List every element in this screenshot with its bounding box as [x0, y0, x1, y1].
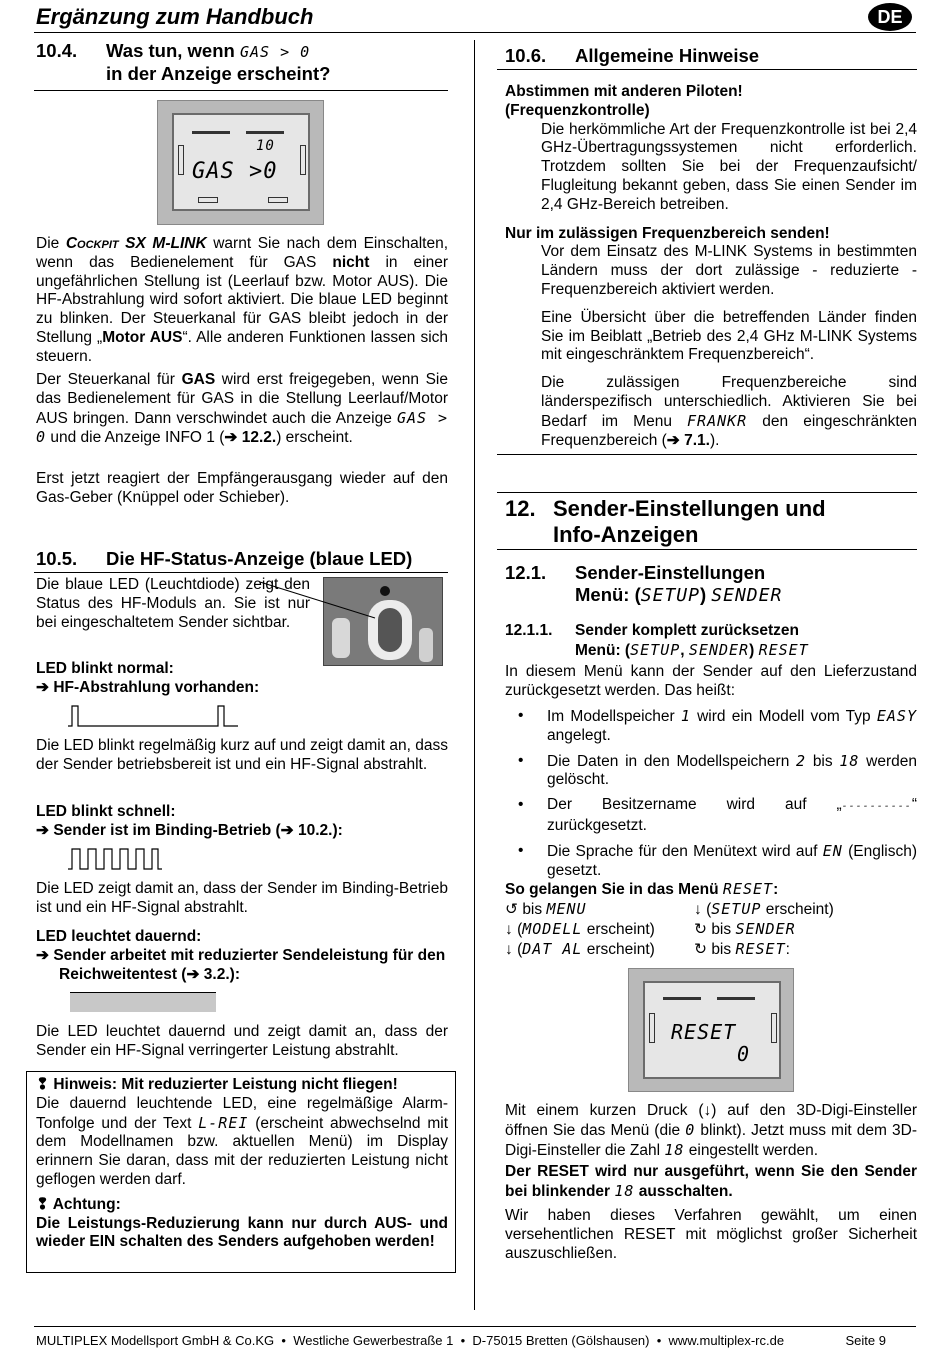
page-footer: MULTIPLEX Modellsport GmbH & Co.KG • Westliche Gewerbestraße 1 • D-75015 Bretten (Gölshausen) • www.multiplex-rc.de Seite 9 — [36, 1333, 886, 1348]
list-item: • Der Besitzername wird auf „----------“ zurückgesetzt. — [505, 796, 917, 836]
paragraph: In diesem Menü kann der Sender auf den Lieferzustand zurückgesetzt werden. Das heißt: — [505, 663, 917, 699]
warning-icon: ❢ — [36, 1195, 49, 1213]
callout-line — [250, 580, 380, 620]
paragraph: Wir haben dieses Verfahren gewählt, um einen versehentlichen RESET mit möglichst großer Sicherheit auszuschließen. — [505, 1207, 917, 1262]
led-normal-heading: LED blinkt normal: ➔ HF-Abstrahlung vorhanden: — [36, 660, 260, 696]
section-10-6-heading: 10.6. Allgemeine Hinweise — [505, 45, 760, 66]
language-badge: DE — [868, 3, 912, 31]
paragraph: Die LED blinkt regelmäßig kurz auf und zeigt damit an, dass der Sender betriebsbereit ist und ein HF-Signal abstrahlt. — [36, 737, 448, 773]
paragraph: Erst jetzt reagiert der Empfängerausgang wieder auf den Gas-Geber (Knüppel oder Schieber). — [36, 470, 448, 506]
waveform-steady — [70, 992, 216, 1012]
section-12-1-1-heading: 12.1.1. Sender komplett zurücksetzen Menü: (SETUP, SENDER) RESET — [505, 622, 809, 659]
nav-heading: So gelangen Sie in das Menü RESET: — [505, 880, 779, 898]
section-rule — [497, 454, 917, 455]
chapter-rule — [497, 549, 917, 550]
section-10-6-body: Abstimmen mit anderen Piloten! (Frequenzkontrolle) Die herkömmliche Art der Frequenzkontrolle ist bei 2,4 GHz-Übertragungssystemen nicht erforderlich. Trotzdem sollten Sie bei der Frequenzaufsicht/ Flugleitung bekannt geben, dass Sie einen Sender im 2,4 GHz-Bereich betreiben. Nur im zulässigen Frequenzbereich senden! Vor dem Einsatz des M-LINK Systems in bestimmten Ländern muss der dort zulässige - reduzierte - Frequenzbereich aktiviert werden. Eine Übersicht über die betreffenden Länder finden Sie im Beiblatt „Betrieb des 2,4 GHz M-LINK Systems mit eingeschränktem Frequenzbereich“. Die zulässigen Frequenzbereiche sind länderspezifisch unterschiedlich. Aktivieren Sie bei Bedarf im Menu FRANKR den eingeschränkten Frequenzbereich (➔ 7.1.). — [505, 83, 917, 449]
nav-steps-col2: ↓ (SETUP erscheint) ↻ bis SENDER ↻ bis RESET: — [694, 900, 834, 958]
list-item: • Die Sprache für den Menütext wird auf EN (Englisch) gesetzt. — [505, 842, 917, 881]
footer-rule — [34, 1326, 916, 1327]
section-12-1-heading: 12.1. Sender-Einstellungen Menü: (SETUP) SENDER — [505, 562, 783, 606]
lcd-display-photo-reset: RESET 0 — [628, 968, 794, 1092]
section-10-5-heading: 10.5. Die HF-Status-Anzeige (blaue LED) — [36, 548, 413, 569]
warning-icon: ❢ — [36, 1076, 49, 1093]
section-10-4-heading: 10.4. Was tun, wenn GAS > 0 in der Anzeige erscheint? — [36, 40, 331, 84]
chapter-12-heading: 12. Sender-Einstellungen und Info-Anzeigen — [505, 496, 826, 547]
led-fast-heading: LED blinkt schnell: ➔ Sender ist im Binding-Betrieb (➔ 10.2.): — [36, 803, 343, 839]
paragraph: Die LED zeigt damit an, dass der Sender im Binding-Betrieb ist und ein HF-Signal abstrahlt. — [36, 880, 448, 916]
section-rule — [497, 69, 917, 70]
header-rule — [34, 32, 916, 33]
column-divider — [474, 40, 475, 1310]
page-header-title: Ergänzung zum Handbuch — [36, 4, 314, 29]
paragraph: Mit einem kurzen Druck (↓) auf den 3D-Digi-Einsteller öffnen Sie das Menü (die 0 blinkt). Jetzt muss mit dem 3D-Digi-Einsteller die Zahl 18 eingestellt werden. — [505, 1102, 917, 1159]
chapter-rule — [497, 492, 917, 493]
nav-steps-col1: ↺ bis MENU ↓ (MODELL erscheint) ↓ (DAT AL erscheint) — [505, 900, 655, 958]
lcd-text: GAS > 0 — [239, 43, 311, 61]
list-item: • Die Daten in den Modellspeichern 2 bis 18 werden gelöscht. — [505, 752, 917, 791]
page-number: Seite 9 — [845, 1333, 886, 1348]
waveform-fast — [68, 847, 164, 871]
list-item: • Im Modellspeicher 1 wird ein Modell vom Typ EASY angelegt. — [505, 707, 917, 746]
paragraph: Die blaue LED (Leuchtdiode) zeigt den Status des HF-Moduls an. Sie ist nur bei eingeschaltetem Sender sichtbar. — [36, 576, 310, 631]
waveform-normal — [68, 704, 240, 728]
section-rule — [34, 90, 448, 91]
notice-content: ❢ Hinweis: Mit reduzierter Leistung nicht fliegen! Die dauernd leuchtende LED, eine regelmäßige Alarm-Tonfolge und der Text L-REI (erscheint abwechselnd mit dem Modellnamen bzw. aktuellen Menü) im Display erinnern Sie daran, dass mit der reduzierten Leistung nicht geflogen werden darf. ❢ Achtung: Die Leistungs-Reduzierung kann nur durch AUS- und wieder EIN schalten des Senders aufgehoben werden! — [36, 1076, 449, 1251]
lcd-display-photo-gas: 10 GAS >0 — [157, 100, 324, 225]
paragraph: Der RESET wird nur ausgeführt, wenn Sie den Sender bei blinkender 18 ausschalten. — [505, 1163, 917, 1200]
paragraph: Die Cockpit SX M-LINK warnt Sie nach dem Einschalten, wenn das Bedienelement für GAS nicht in einer ungefährlichen Stellung ist (Leerlauf bzw. Motor AUS). Die HF-Abstrahlung wird sofort aktiviert. Die blaue LED beginnt zu blinken. Der Steuerkanal für GAS bleibt jedoch in der Stellung „Motor AUS“. Alle anderen Funktionen lassen sich steuern. — [36, 235, 449, 365]
section-rule — [34, 572, 448, 573]
section-number: 10.4. — [36, 40, 78, 61]
paragraph: Der Steuerkanal für GAS wird erst freigegeben, wenn Sie das Bedienelement für GAS in die Stellung Leerlauf/Motor AUS bringen. Dann verschwindet auch die Anzeige GAS > 0 und die Anzeige INFO 1 (➔ 12.2.) erscheint. — [36, 371, 449, 447]
paragraph: Die LED leuchtet dauernd und zeigt damit an, dass der Sender ein HF-Signal verringerter Leistung abstrahlt. — [36, 1023, 448, 1059]
reset-effects-list — [505, 707, 917, 886]
led-steady-heading: LED leuchtet dauernd: ➔ Sender arbeitet mit reduzierter Sendeleistung für den Reichweitentest (➔ 3.2.): — [36, 928, 446, 983]
